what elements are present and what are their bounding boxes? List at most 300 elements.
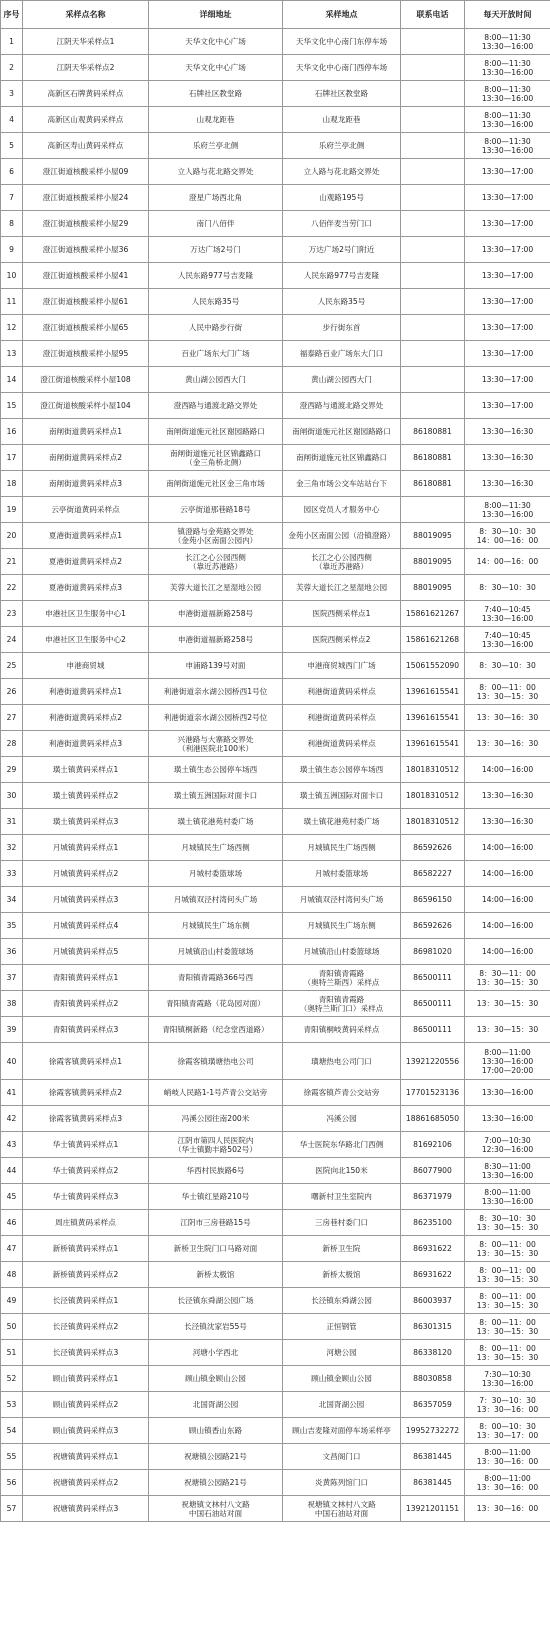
cell-location: 顾山吉麦隆对面停车场采样亭 bbox=[283, 1418, 401, 1444]
cell-address: 长江之心公园西侧 （靠近苏港路） bbox=[149, 549, 283, 575]
cell-hours: 14:00—16:00 bbox=[465, 861, 550, 887]
cell-address: 河塘小学西北 bbox=[149, 1340, 283, 1366]
cell-hours: 13:30—17:00 bbox=[465, 159, 550, 185]
cell-index: 6 bbox=[1, 159, 23, 185]
cell-phone bbox=[401, 315, 465, 341]
cell-site-name: 月城镇黄码采样点2 bbox=[23, 861, 149, 887]
cell-location: 芙蓉大道长江之星湿地公园 bbox=[283, 575, 401, 601]
cell-phone: 86357059 bbox=[401, 1392, 465, 1418]
cell-address: 南闸街道施元社区锦鑫路口 （金三角桥北侧） bbox=[149, 445, 283, 471]
table-row bbox=[1, 1236, 550, 1262]
cell-address: 申浦路139号对面 bbox=[149, 653, 283, 679]
cell-address: 江阴市三房巷路15号 bbox=[149, 1210, 283, 1236]
cell-hours: 13:30—17:00 bbox=[465, 393, 550, 419]
cell-location: 医院向北150米 bbox=[283, 1158, 401, 1184]
cell-site-name: 璜土镇黄码采样点3 bbox=[23, 809, 149, 835]
cell-hours: 8：00—11：00 13：30—15：30 bbox=[465, 1340, 550, 1366]
cell-location: 炎黄陈列馆门口 bbox=[283, 1470, 401, 1496]
cell-site-name: 新桥镇黄码采样点2 bbox=[23, 1262, 149, 1288]
cell-location: 曙新村卫生室院内 bbox=[283, 1184, 401, 1210]
cell-location: 北国胥湖公园 bbox=[283, 1392, 401, 1418]
cell-hours: 8：00—11：00 13：30—15：30 bbox=[465, 1236, 550, 1262]
cell-site-name: 祝塘镇黄码采样点3 bbox=[23, 1496, 149, 1522]
cell-location: 园区党员人才服务中心 bbox=[283, 497, 401, 523]
cell-hours: 13：30—15：30 bbox=[465, 991, 550, 1017]
cell-index: 55 bbox=[1, 1444, 23, 1470]
cell-phone: 88019095 bbox=[401, 575, 465, 601]
cell-index: 45 bbox=[1, 1184, 23, 1210]
cell-site-name: 长泾镇黄码采样点3 bbox=[23, 1340, 149, 1366]
cell-site-name: 祝塘镇黄码采样点1 bbox=[23, 1444, 149, 1470]
cell-phone: 86180881 bbox=[401, 419, 465, 445]
cell-index: 11 bbox=[1, 289, 23, 315]
cell-index: 53 bbox=[1, 1392, 23, 1418]
cell-hours: 13:30—17:00 bbox=[465, 315, 550, 341]
cell-hours: 13:30—16:30 bbox=[465, 809, 550, 835]
cell-site-name: 江阴天华采样点1 bbox=[23, 29, 149, 55]
cell-site-name: 周庄镇黄码采样点 bbox=[23, 1210, 149, 1236]
cell-site-name: 澄江街道核酸采样小屋36 bbox=[23, 237, 149, 263]
cell-hours: 13:30—17:00 bbox=[465, 367, 550, 393]
cell-address: 华西村民族路6号 bbox=[149, 1158, 283, 1184]
cell-location: 月城镇沿山村委篮球场 bbox=[283, 939, 401, 965]
cell-index: 50 bbox=[1, 1314, 23, 1340]
cell-address: 利港街道亲水湖公园桥西1号位 bbox=[149, 679, 283, 705]
cell-index: 33 bbox=[1, 861, 23, 887]
cell-hours: 8：00—11：00 13：30—15：30 bbox=[465, 1314, 550, 1340]
cell-hours: 14:00—16:00 bbox=[465, 913, 550, 939]
cell-index: 14 bbox=[1, 367, 23, 393]
cell-phone bbox=[401, 237, 465, 263]
cell-index: 25 bbox=[1, 653, 23, 679]
cell-index: 16 bbox=[1, 419, 23, 445]
table-row bbox=[1, 1314, 550, 1340]
cell-address: 冯溪公园往南200米 bbox=[149, 1106, 283, 1132]
cell-hours: 8：30—11：00 13：30—15：30 bbox=[465, 965, 550, 991]
cell-site-name: 南闸街道黄码采样点1 bbox=[23, 419, 149, 445]
cell-site-name: 利港街道黄码采样点3 bbox=[23, 731, 149, 757]
cell-phone: 13961615541 bbox=[401, 679, 465, 705]
cell-address: 申港街道福新路258号 bbox=[149, 601, 283, 627]
table-row bbox=[1, 939, 550, 965]
cell-hours: 13:30—16:00 bbox=[465, 1080, 550, 1106]
table-row bbox=[1, 1043, 550, 1080]
table-row bbox=[1, 367, 550, 393]
cell-site-name: 青阳镇黄码采样点2 bbox=[23, 991, 149, 1017]
cell-site-name: 澄江街道核酸采样小屋41 bbox=[23, 263, 149, 289]
cell-address: 月城镇双泾村湾何头广场 bbox=[149, 887, 283, 913]
cell-location: 天华文化中心南门东停车场 bbox=[283, 29, 401, 55]
table-row bbox=[1, 1017, 550, 1043]
cell-phone bbox=[401, 263, 465, 289]
cell-site-name: 青阳镇黄码采样点3 bbox=[23, 1017, 149, 1043]
cell-index: 42 bbox=[1, 1106, 23, 1132]
cell-phone bbox=[401, 55, 465, 81]
cell-address: 青阳镇青霞路（花岛园对面） bbox=[149, 991, 283, 1017]
cell-phone: 86931622 bbox=[401, 1262, 465, 1288]
cell-hours: 8：30—10：30 13：30—15：30 bbox=[465, 1210, 550, 1236]
cell-site-name: 顾山镇黄码采样点3 bbox=[23, 1418, 149, 1444]
cell-phone bbox=[401, 107, 465, 133]
cell-index: 30 bbox=[1, 783, 23, 809]
cell-location: 月城镇民生广场东侧 bbox=[283, 913, 401, 939]
table-row bbox=[1, 289, 550, 315]
cell-hours: 8:00—11:00 13:30—16:00 17:00—20:00 bbox=[465, 1043, 550, 1080]
table-row bbox=[1, 1184, 550, 1210]
cell-index: 13 bbox=[1, 341, 23, 367]
cell-index: 54 bbox=[1, 1418, 23, 1444]
table-row bbox=[1, 185, 550, 211]
cell-site-name: 澄江街道核酸采样小屋108 bbox=[23, 367, 149, 393]
cell-location: 人民东路977号吉麦隆 bbox=[283, 263, 401, 289]
cell-index: 38 bbox=[1, 991, 23, 1017]
cell-address: 顾山镇香山东路 bbox=[149, 1418, 283, 1444]
table-row bbox=[1, 731, 550, 757]
cell-index: 3 bbox=[1, 81, 23, 107]
table-row bbox=[1, 341, 550, 367]
cell-phone: 13921220556 bbox=[401, 1043, 465, 1080]
cell-hours: 8：30—10：30 14：00—16：00 bbox=[465, 523, 550, 549]
cell-address: 镇澄路与金苑路交界处 （金苑小区南面公园内） bbox=[149, 523, 283, 549]
cell-site-name: 华士镇黄码采样点1 bbox=[23, 1132, 149, 1158]
cell-site-name: 澄江街道核酸采样小屋24 bbox=[23, 185, 149, 211]
cell-index: 2 bbox=[1, 55, 23, 81]
cell-index: 19 bbox=[1, 497, 23, 523]
cell-phone: 86301315 bbox=[401, 1314, 465, 1340]
cell-phone: 15861621268 bbox=[401, 627, 465, 653]
cell-site-name: 澄江街道核酸采样小屋95 bbox=[23, 341, 149, 367]
cell-index: 21 bbox=[1, 549, 23, 575]
cell-location: 月城镇双泾村湾何头广场 bbox=[283, 887, 401, 913]
cell-location: 青阳镇青霞路 （奥特兰斯门口）采样点 bbox=[283, 991, 401, 1017]
cell-address: 顾山镇金顾山公园 bbox=[149, 1366, 283, 1392]
cell-address: 立人路与花北路交界处 bbox=[149, 159, 283, 185]
cell-index: 44 bbox=[1, 1158, 23, 1184]
cell-phone: 86592626 bbox=[401, 835, 465, 861]
cell-site-name: 徐霞客镇黄码采样点1 bbox=[23, 1043, 149, 1080]
cell-hours: 7:40—10:45 13:30—16:00 bbox=[465, 627, 550, 653]
cell-hours: 8:00—11:30 13:30—16:00 bbox=[465, 107, 550, 133]
cell-hours: 8：00—11：00 13：30—15：30 bbox=[465, 1288, 550, 1314]
table-row bbox=[1, 1366, 550, 1392]
cell-address: 人民东路35号 bbox=[149, 289, 283, 315]
cell-phone: 86180881 bbox=[401, 445, 465, 471]
cell-hours: 8:00—11:30 13:30—16:00 bbox=[465, 29, 550, 55]
cell-address: 万达广场2号门 bbox=[149, 237, 283, 263]
cell-hours: 8:00—11:30 13:30—16:00 bbox=[465, 81, 550, 107]
cell-address: 璜土镇花港苑村委广场 bbox=[149, 809, 283, 835]
cell-site-name: 高新区石牌黄码采样点 bbox=[23, 81, 149, 107]
table-row bbox=[1, 107, 550, 133]
cell-phone: 88019095 bbox=[401, 523, 465, 549]
cell-index: 20 bbox=[1, 523, 23, 549]
cell-location: 立人路与花北路交界处 bbox=[283, 159, 401, 185]
cell-hours: 13:30—17:00 bbox=[465, 237, 550, 263]
cell-address: 申港街道福新路258号 bbox=[149, 627, 283, 653]
cell-index: 27 bbox=[1, 705, 23, 731]
cell-location: 祝塘镇文林村八文路 中国石油站对面 bbox=[283, 1496, 401, 1522]
cell-location: 万达广场2号门附近 bbox=[283, 237, 401, 263]
cell-index: 24 bbox=[1, 627, 23, 653]
cell-site-name: 徐霞客镇黄码采样点2 bbox=[23, 1080, 149, 1106]
cell-phone: 81692106 bbox=[401, 1132, 465, 1158]
cell-site-name: 南闸街道黄码采样点2 bbox=[23, 445, 149, 471]
cell-hours: 7：30—10：30 13：30—16：00 bbox=[465, 1392, 550, 1418]
cell-site-name: 申港商贸城 bbox=[23, 653, 149, 679]
header-row bbox=[1, 1, 550, 29]
cell-phone: 13961615541 bbox=[401, 705, 465, 731]
cell-address: 天华文化中心广场 bbox=[149, 55, 283, 81]
cell-hours: 8:00—11:00 13：30—16：00 bbox=[465, 1444, 550, 1470]
cell-index: 41 bbox=[1, 1080, 23, 1106]
cell-index: 57 bbox=[1, 1496, 23, 1522]
cell-site-name: 祝塘镇黄码采样点2 bbox=[23, 1470, 149, 1496]
table-row bbox=[1, 523, 550, 549]
cell-address: 璜土镇生态公园停车场西 bbox=[149, 757, 283, 783]
cell-site-name: 夏港街道黄码采样点3 bbox=[23, 575, 149, 601]
table-row bbox=[1, 1496, 550, 1522]
cell-location: 金苑小区南面公园（沿镇澄路） bbox=[283, 523, 401, 549]
cell-site-name: 澄江街道核酸采样小屋61 bbox=[23, 289, 149, 315]
cell-index: 26 bbox=[1, 679, 23, 705]
cell-address: 乐府兰亭北侧 bbox=[149, 133, 283, 159]
cell-site-name: 顾山镇黄码采样点2 bbox=[23, 1392, 149, 1418]
cell-address: 山观龙距巷 bbox=[149, 107, 283, 133]
cell-phone: 86592626 bbox=[401, 913, 465, 939]
table-row bbox=[1, 1132, 550, 1158]
cell-phone bbox=[401, 211, 465, 237]
cell-phone: 86500111 bbox=[401, 991, 465, 1017]
cell-location: 山观龙距巷 bbox=[283, 107, 401, 133]
cell-site-name: 申港社区卫生服务中心1 bbox=[23, 601, 149, 627]
cell-index: 7 bbox=[1, 185, 23, 211]
cell-address: 北国胥湖公园 bbox=[149, 1392, 283, 1418]
cell-location: 南闸街道施元社区谢园路路口 bbox=[283, 419, 401, 445]
cell-location: 山观路195号 bbox=[283, 185, 401, 211]
cell-index: 47 bbox=[1, 1236, 23, 1262]
cell-address: 祝塘镇公园路21号 bbox=[149, 1444, 283, 1470]
cell-index: 1 bbox=[1, 29, 23, 55]
cell-phone: 86582227 bbox=[401, 861, 465, 887]
cell-address: 利港街道亲水湖公园桥西2号位 bbox=[149, 705, 283, 731]
cell-location: 璜塘热电公司门口 bbox=[283, 1043, 401, 1080]
table-row bbox=[1, 1418, 550, 1444]
table-row bbox=[1, 1158, 550, 1184]
cell-index: 12 bbox=[1, 315, 23, 341]
cell-phone bbox=[401, 133, 465, 159]
table-row bbox=[1, 887, 550, 913]
cell-location: 长江之心公园西侧 （靠近苏港路） bbox=[283, 549, 401, 575]
cell-location: 乐府兰亭北侧 bbox=[283, 133, 401, 159]
cell-phone: 17701523136 bbox=[401, 1080, 465, 1106]
cell-hours: 8:00—11:30 13:30—16:00 bbox=[465, 133, 550, 159]
cell-phone: 86338120 bbox=[401, 1340, 465, 1366]
cell-address: 青阳镇桐新路（纪念堂西道路） bbox=[149, 1017, 283, 1043]
cell-location: 福泰路百业广场东大门口 bbox=[283, 341, 401, 367]
cell-index: 9 bbox=[1, 237, 23, 263]
table-row bbox=[1, 705, 550, 731]
table-row bbox=[1, 393, 550, 419]
cell-phone: 15861621267 bbox=[401, 601, 465, 627]
table-row bbox=[1, 1340, 550, 1366]
cell-location: 天华文化中心南门西停车场 bbox=[283, 55, 401, 81]
cell-phone: 86381445 bbox=[401, 1470, 465, 1496]
cell-index: 29 bbox=[1, 757, 23, 783]
table-row bbox=[1, 211, 550, 237]
cell-location: 璜土镇生态公园停车场西 bbox=[283, 757, 401, 783]
cell-address: 华士镇红星路210号 bbox=[149, 1184, 283, 1210]
cell-location: 璜土镇花港苑村委广场 bbox=[283, 809, 401, 835]
cell-hours: 8：00—10：30 13：30—17：00 bbox=[465, 1418, 550, 1444]
cell-index: 56 bbox=[1, 1470, 23, 1496]
cell-site-name: 利港街道黄码采样点2 bbox=[23, 705, 149, 731]
cell-site-name: 高新区寿山黄码采样点 bbox=[23, 133, 149, 159]
cell-hours: 8：30—10：30 bbox=[465, 575, 550, 601]
cell-phone: 86500111 bbox=[401, 1017, 465, 1043]
cell-location: 文昌阁门口 bbox=[283, 1444, 401, 1470]
cell-index: 31 bbox=[1, 809, 23, 835]
cell-phone: 86981020 bbox=[401, 939, 465, 965]
table-row bbox=[1, 913, 550, 939]
cell-address: 月城村委篮球场 bbox=[149, 861, 283, 887]
cell-hours: 13：30—16：00 bbox=[465, 1496, 550, 1522]
table-row bbox=[1, 991, 550, 1017]
cell-index: 18 bbox=[1, 471, 23, 497]
cell-hours: 8:00—11:00 13:30—16:00 bbox=[465, 1184, 550, 1210]
cell-site-name: 南闸街道黄码采样点3 bbox=[23, 471, 149, 497]
cell-address: 青阳镇青霞路366号西 bbox=[149, 965, 283, 991]
cell-index: 17 bbox=[1, 445, 23, 471]
cell-address: 新桥卫生院门口马路对面 bbox=[149, 1236, 283, 1262]
cell-index: 28 bbox=[1, 731, 23, 757]
table-row bbox=[1, 1262, 550, 1288]
cell-address: 江阴市第四人民医院内 （华士镇勤丰路502号） bbox=[149, 1132, 283, 1158]
table-row bbox=[1, 419, 550, 445]
cell-index: 37 bbox=[1, 965, 23, 991]
cell-index: 48 bbox=[1, 1262, 23, 1288]
cell-address: 峭岐人民路1-1号芦青公交站旁 bbox=[149, 1080, 283, 1106]
cell-address: 长泾镇沈家岩55号 bbox=[149, 1314, 283, 1340]
cell-hours: 8：00—11：00 13：30—15：30 bbox=[465, 679, 550, 705]
cell-index: 22 bbox=[1, 575, 23, 601]
cell-phone: 88030858 bbox=[401, 1366, 465, 1392]
cell-phone: 13961615541 bbox=[401, 731, 465, 757]
table-row bbox=[1, 445, 550, 471]
header-phone: 联系电话 bbox=[401, 1, 465, 29]
cell-address: 徐霞客镇璜塘热电公司 bbox=[149, 1043, 283, 1080]
cell-hours: 13:30—16:30 bbox=[465, 783, 550, 809]
cell-site-name: 月城镇黄码采样点5 bbox=[23, 939, 149, 965]
cell-location: 冯溪公园 bbox=[283, 1106, 401, 1132]
cell-address: 云亭街道那巷路18号 bbox=[149, 497, 283, 523]
cell-site-name: 璜土镇黄码采样点1 bbox=[23, 757, 149, 783]
cell-hours: 8:00—11:00 13：30—16：00 bbox=[465, 1470, 550, 1496]
cell-location: 长泾镇东舜湖公园 bbox=[283, 1288, 401, 1314]
cell-site-name: 月城镇黄码采样点4 bbox=[23, 913, 149, 939]
table-row bbox=[1, 809, 550, 835]
cell-phone bbox=[401, 185, 465, 211]
cell-location: 医院西侧采样点2 bbox=[283, 627, 401, 653]
cell-hours: 13:30—17:00 bbox=[465, 185, 550, 211]
cell-address: 澄西路与通渡北路交界处 bbox=[149, 393, 283, 419]
cell-site-name: 长泾镇黄码采样点1 bbox=[23, 1288, 149, 1314]
cell-site-name: 顾山镇黄码采样点1 bbox=[23, 1366, 149, 1392]
cell-address: 澄星广场西北角 bbox=[149, 185, 283, 211]
table-row bbox=[1, 263, 550, 289]
cell-location: 人民东路35号 bbox=[283, 289, 401, 315]
table-row bbox=[1, 627, 550, 653]
table-row bbox=[1, 315, 550, 341]
header-hours: 每天开放时间 bbox=[465, 1, 550, 29]
cell-phone bbox=[401, 341, 465, 367]
cell-location: 顾山镇金顾山公园 bbox=[283, 1366, 401, 1392]
table-row bbox=[1, 1444, 550, 1470]
header-site-name: 采样点名称 bbox=[23, 1, 149, 29]
cell-address: 月城镇民生广场西侧 bbox=[149, 835, 283, 861]
cell-address: 南闸街道施元社区谢园路路口 bbox=[149, 419, 283, 445]
cell-hours: 7:00—10:30 12:30—16:00 bbox=[465, 1132, 550, 1158]
cell-address: 南闸街道施元社区金三角市场 bbox=[149, 471, 283, 497]
table-row bbox=[1, 133, 550, 159]
cell-phone: 15061552090 bbox=[401, 653, 465, 679]
cell-location: 三房巷村委门口 bbox=[283, 1210, 401, 1236]
table-row bbox=[1, 601, 550, 627]
cell-phone bbox=[401, 29, 465, 55]
cell-index: 51 bbox=[1, 1340, 23, 1366]
table-row bbox=[1, 471, 550, 497]
cell-address: 人民东路977号吉麦隆 bbox=[149, 263, 283, 289]
cell-phone: 86500111 bbox=[401, 965, 465, 991]
cell-location: 青阳镇桐岐黄码采样点 bbox=[283, 1017, 401, 1043]
cell-hours: 13:30—16:30 bbox=[465, 419, 550, 445]
cell-site-name: 徐霞客镇黄码采样点3 bbox=[23, 1106, 149, 1132]
cell-location: 石牌社区教堂路 bbox=[283, 81, 401, 107]
cell-hours: 13:30—17:00 bbox=[465, 289, 550, 315]
cell-index: 36 bbox=[1, 939, 23, 965]
cell-index: 4 bbox=[1, 107, 23, 133]
cell-address: 长泾镇东舜湖公园广场 bbox=[149, 1288, 283, 1314]
cell-site-name: 申港社区卫生服务中心2 bbox=[23, 627, 149, 653]
cell-phone bbox=[401, 367, 465, 393]
cell-hours: 13:30—16:30 bbox=[465, 471, 550, 497]
table-row bbox=[1, 159, 550, 185]
table-row bbox=[1, 835, 550, 861]
cell-site-name: 澄江街道核酸采样小屋65 bbox=[23, 315, 149, 341]
cell-phone: 86381445 bbox=[401, 1444, 465, 1470]
cell-site-name: 新桥镇黄码采样点1 bbox=[23, 1236, 149, 1262]
table-row bbox=[1, 965, 550, 991]
table-row bbox=[1, 757, 550, 783]
cell-phone: 19952732272 bbox=[401, 1418, 465, 1444]
cell-site-name: 长泾镇黄码采样点2 bbox=[23, 1314, 149, 1340]
cell-hours: 14：00—16：00 bbox=[465, 549, 550, 575]
cell-hours: 8:00—11:30 13:30—16:00 bbox=[465, 497, 550, 523]
cell-site-name: 璜土镇黄码采样点2 bbox=[23, 783, 149, 809]
cell-hours: 7:40—10:45 13:30—16:00 bbox=[465, 601, 550, 627]
table-row bbox=[1, 29, 550, 55]
cell-address: 石牌社区教堂路 bbox=[149, 81, 283, 107]
cell-location: 华士医院东华路北门西侧 bbox=[283, 1132, 401, 1158]
cell-address: 新桥太极馆 bbox=[149, 1262, 283, 1288]
cell-phone: 88019095 bbox=[401, 549, 465, 575]
cell-index: 46 bbox=[1, 1210, 23, 1236]
cell-location: 申港商贸城西门广场 bbox=[283, 653, 401, 679]
cell-phone: 18018310512 bbox=[401, 757, 465, 783]
cell-phone: 86003937 bbox=[401, 1288, 465, 1314]
cell-location: 河塘公园 bbox=[283, 1340, 401, 1366]
table-row bbox=[1, 237, 550, 263]
cell-index: 5 bbox=[1, 133, 23, 159]
